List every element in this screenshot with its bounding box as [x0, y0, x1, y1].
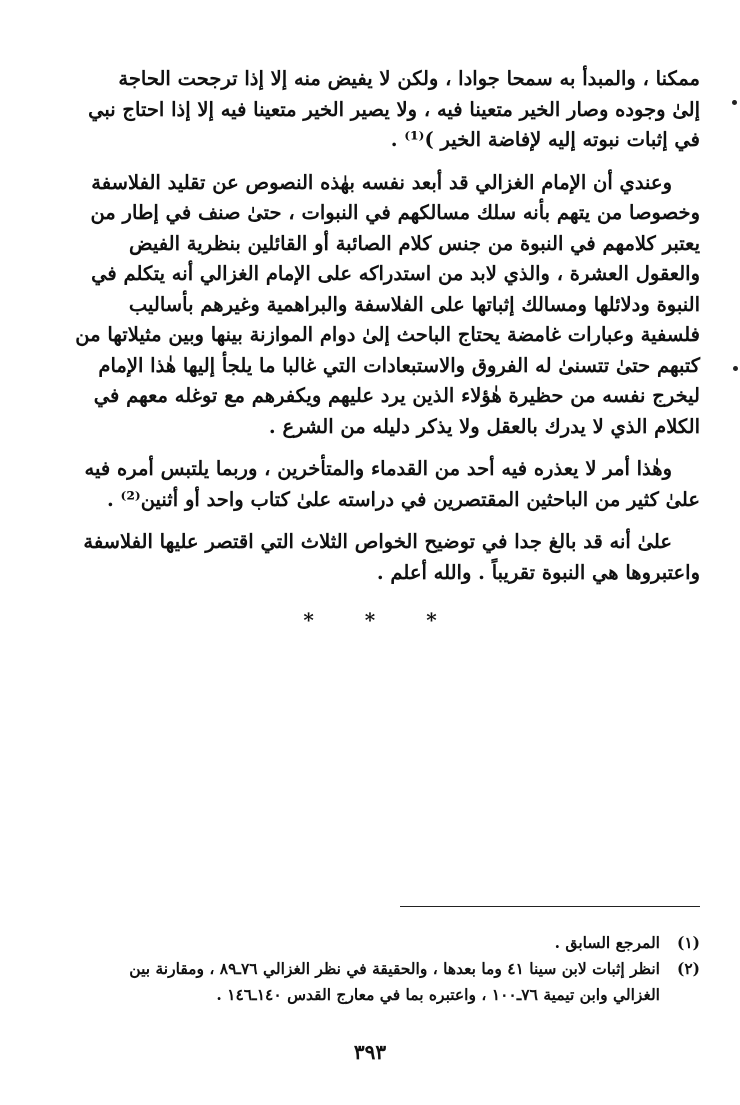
footnotes: [62, 930, 700, 1008]
footnote-line: انظر إثبات لابن سينا ٤١ وما بعدها ، والحقيقة في نظر الغزالي ٧٦ـ٨٩ ، ومقارنة بين: [129, 959, 660, 978]
page-number: ٣٩٣: [353, 1040, 387, 1064]
text-line: وهٰذا أمر لا يعذره فيه أحد من القدماء والمتأخرين ، وربما يلتبس أمره فيه: [84, 457, 672, 480]
text-line: ممكنا ، والمبدأ به سمحا جوادا ، ولكن لا يفيض منه إلا إذا ترجحت الحاجة: [118, 67, 700, 90]
footnote-1: [62, 930, 700, 956]
footnote-line: الغزالي وابن تيمية ٧٦ـ١٠٠ ، واعتبره بما في معارج القدس ١٤٠ـ١٤٦ .: [216, 985, 660, 1004]
text-line: الكلام الذي لا يدرك بالعقل ولا يذكر دليله من الشرع .: [268, 414, 700, 438]
text-line: ليخرج نفسه من حظيرة هٰؤلاء الذين يرد عليهم ويكفرهم مع توغله معهم في: [93, 384, 700, 407]
text-line: علىٰ أنه قد بالغ جدا في توضيح الخواص الثلاث التي اقتصر عليها الفلاسفة: [83, 530, 672, 553]
text-line: في إثبات نبوته إليه لإفاضة الخير )⁽¹⁾ .: [390, 128, 700, 151]
margin-mark-top: [732, 100, 737, 105]
paragraph-1: [62, 64, 700, 156]
main-text: [62, 64, 700, 632]
text-line: وخصوصا من يتهم بأنه سلك مسالكهم في النبوات ، حتىٰ صنف في إطار من: [90, 201, 700, 224]
footnote-number: (٢): [676, 959, 700, 978]
text-line: علىٰ كثير من الباحثين المقتصرين في دراسته علىٰ كتاب واحد أو أثنين⁽²⁾ .: [106, 487, 700, 511]
text-line: يعتبر كلامهم في النبوة من جنس كلام الصائبة أو القائلين بنظرية الفيض: [129, 231, 700, 255]
footnote-text: [62, 956, 660, 1008]
footnote-rule: [400, 906, 700, 907]
text-line: كتبهم حتىٰ تتسنىٰ له الفروق والاستبعادات التي غالبا ما يلجأ إليها هٰذا الإمام: [98, 353, 700, 377]
margin-mark-middle: [733, 366, 738, 371]
text-line: النبوة ودلائلها ومسالك إثباتها على الفلاسفة والبراهمية وغيرهم بأساليب: [128, 292, 700, 316]
footnote-number: (١): [676, 933, 700, 952]
paragraph-3: [62, 454, 700, 515]
section-separator: * * *: [303, 608, 459, 632]
paragraph-2: [62, 168, 700, 443]
text-line: وعندي أن الإمام الغزالي قد أبعد نفسه بهٰذه النصوص عن تقليد الفلاسفة: [91, 170, 672, 194]
footnote-2: [62, 956, 700, 1008]
text-line: إلىٰ وجوده وصار الخير متعينا فيه ، ولا يصير الخير متعينا فيه إلا إذا احتاج نبي: [88, 97, 700, 121]
text-line: فلسفية وعبارات غامضة يحتاج الباحث إلىٰ دوام الموازنة بينها وبين مثيلاتها من: [75, 323, 700, 346]
text-line: والعقول العشرة ، والذي لابد من استدراكه على الإمام الغزالي أنه يتكلم في: [91, 262, 700, 285]
footnote-text: [62, 930, 660, 956]
text-line: واعتبروها هي النبوة تقريباً . والله أعلم .: [376, 560, 700, 584]
paragraph-4: [62, 527, 700, 588]
footnote-line: المرجع السابق .: [554, 933, 660, 952]
